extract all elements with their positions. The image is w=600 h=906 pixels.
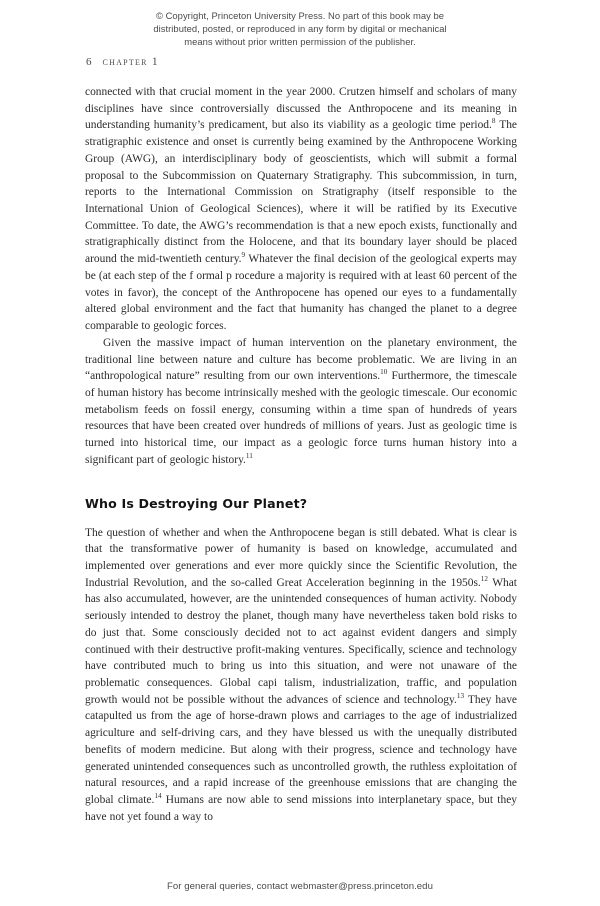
paragraph-1-text-part-3: Whatever the final decision of the geological experts may be (at each step of the f ormal p rocedure a majority is required with at least 60 percent of the votes in favor), the concept of the Anthropocene has opened our eyes to a fundamentally altered global environment and the fact that humanity has changed the planet to a degree comparable to geologic forces. <box>85 253 517 333</box>
running-head <box>86 56 159 68</box>
chapter-label: chapter 1 <box>102 56 159 68</box>
paragraph-2-text-part-1: Given the massive impact of human intervention on the planetary environment, the traditional line between nature and culture has become problematic. We are living in an “anthropological nature” resulting from our own interventions. <box>85 336 517 383</box>
copyright-line-3: means without prior written permission of the publisher. <box>184 36 416 48</box>
footnote-marker-12: 12 <box>480 574 488 583</box>
body-paragraph-1 <box>85 84 517 335</box>
footnote-marker-10: 10 <box>380 368 388 377</box>
copyright-line-2: distributed, posted, or reproduced in any form by digital or mechanical <box>153 23 447 35</box>
footer-query-note: For general queries, contact webmaster@press.princeton.edu <box>167 881 433 892</box>
text-column <box>85 84 517 825</box>
footnote-marker-8: 8 <box>491 117 496 126</box>
paragraph-2-text-part-2: Furthermore, the timescale of human history has become intrinsically meshed with the geologic timescale. Our economic metabolism feeds on fossil energy, consuming within a time span of hundreds of years resources that have been created over hundreds of millions of years. Just as geologic time is turned into historical time, our impact as a geologic force turns human history into a significant part of geologic history. <box>85 370 517 466</box>
paragraph-3-text-part-2: What has also accumulated, however, are the unintended consequences of human activity. Nobody seriously intended to destroy the planet, though many have nevertheless taken bold risks to do just that. Some consciously decided not to act against evident dangers and simply continued with their destructive profit-making ventures. Specifically, science and technology have contributed much to bring us into this situation, and were not unaware of the problematic consequences. Global capi talism, industrialization, traffic, and population growth would not be possible without the advances of science and technology. <box>85 576 517 706</box>
paragraph-1-text-part-2: The stratigraphic existence and onset is currently being examined by the Anthropocene Working Group (AWG), an interdisciplinary body of geoscientists, which will submit a formal proposal to the Subcommission on Quaternary Stratigraphy. This subcommission, in turn, reports to the International Commission on Stratigraphy (itself responsible to the International Union of Geological Sciences), where it will be ratified by its Executive Committee. To date, the AWG’s recommendation is that a new epoch exists, functionally and stratigraphically distinct from the Holocene, and that its boundary layer should be placed around the mid-twentieth century. <box>85 119 517 266</box>
footnote-marker-13: 13 <box>456 691 465 700</box>
copyright-notice <box>88 9 512 49</box>
paragraph-3-text-part-1: The question of whether and when the Anthropocene began is still debated. What is clear is that the transformative power of humanity is based on knowledge, accumulated and implemented over generations and ever more quickly since the Scientific Revolution, the Industrial Revolution, and the so-called Great Acceleration beginning in the 1950s. <box>85 526 517 589</box>
copyright-line-1: © Copyright, Princeton University Press. No part of this book may be <box>155 10 445 21</box>
body-paragraph-2 <box>85 335 517 469</box>
paragraph-1-text-part-1: connected with that crucial moment in the year 2000. Crutzen himself and scholars of many disciplines have since controversially discussed the Anthropocene and its meaning in understanding humanity’s predicament, but also its viability as a geologic time period. <box>85 86 517 132</box>
paragraph-3-text-part-3: They have catapulted us from the age of horse-drawn plows and carriages to the age of industrialized agriculture and self-driving cars, and they have blessed us with the unequally distributed benefits of modern medicine. But along with their progress, science and technology have generated unintended consequences such as uncontrolled growth, the ruthless exploitation of natural resources, and a rapid increase of the greenhouse emissions that are changing the global climate. <box>85 693 518 807</box>
body-paragraph-3 <box>85 525 517 826</box>
footnote-marker-14: 14 <box>154 792 162 801</box>
paragraph-3-text-part-4: Humans are now able to send missions into interplanetary space, but they have not yet found a way to <box>85 794 518 823</box>
footnote-marker-9: 9 <box>241 251 246 260</box>
page-folio-number: 6 <box>86 56 92 68</box>
footnote-marker-11: 11 <box>245 452 253 460</box>
section-heading: Who Is Destroying Our Planet? <box>85 495 308 511</box>
